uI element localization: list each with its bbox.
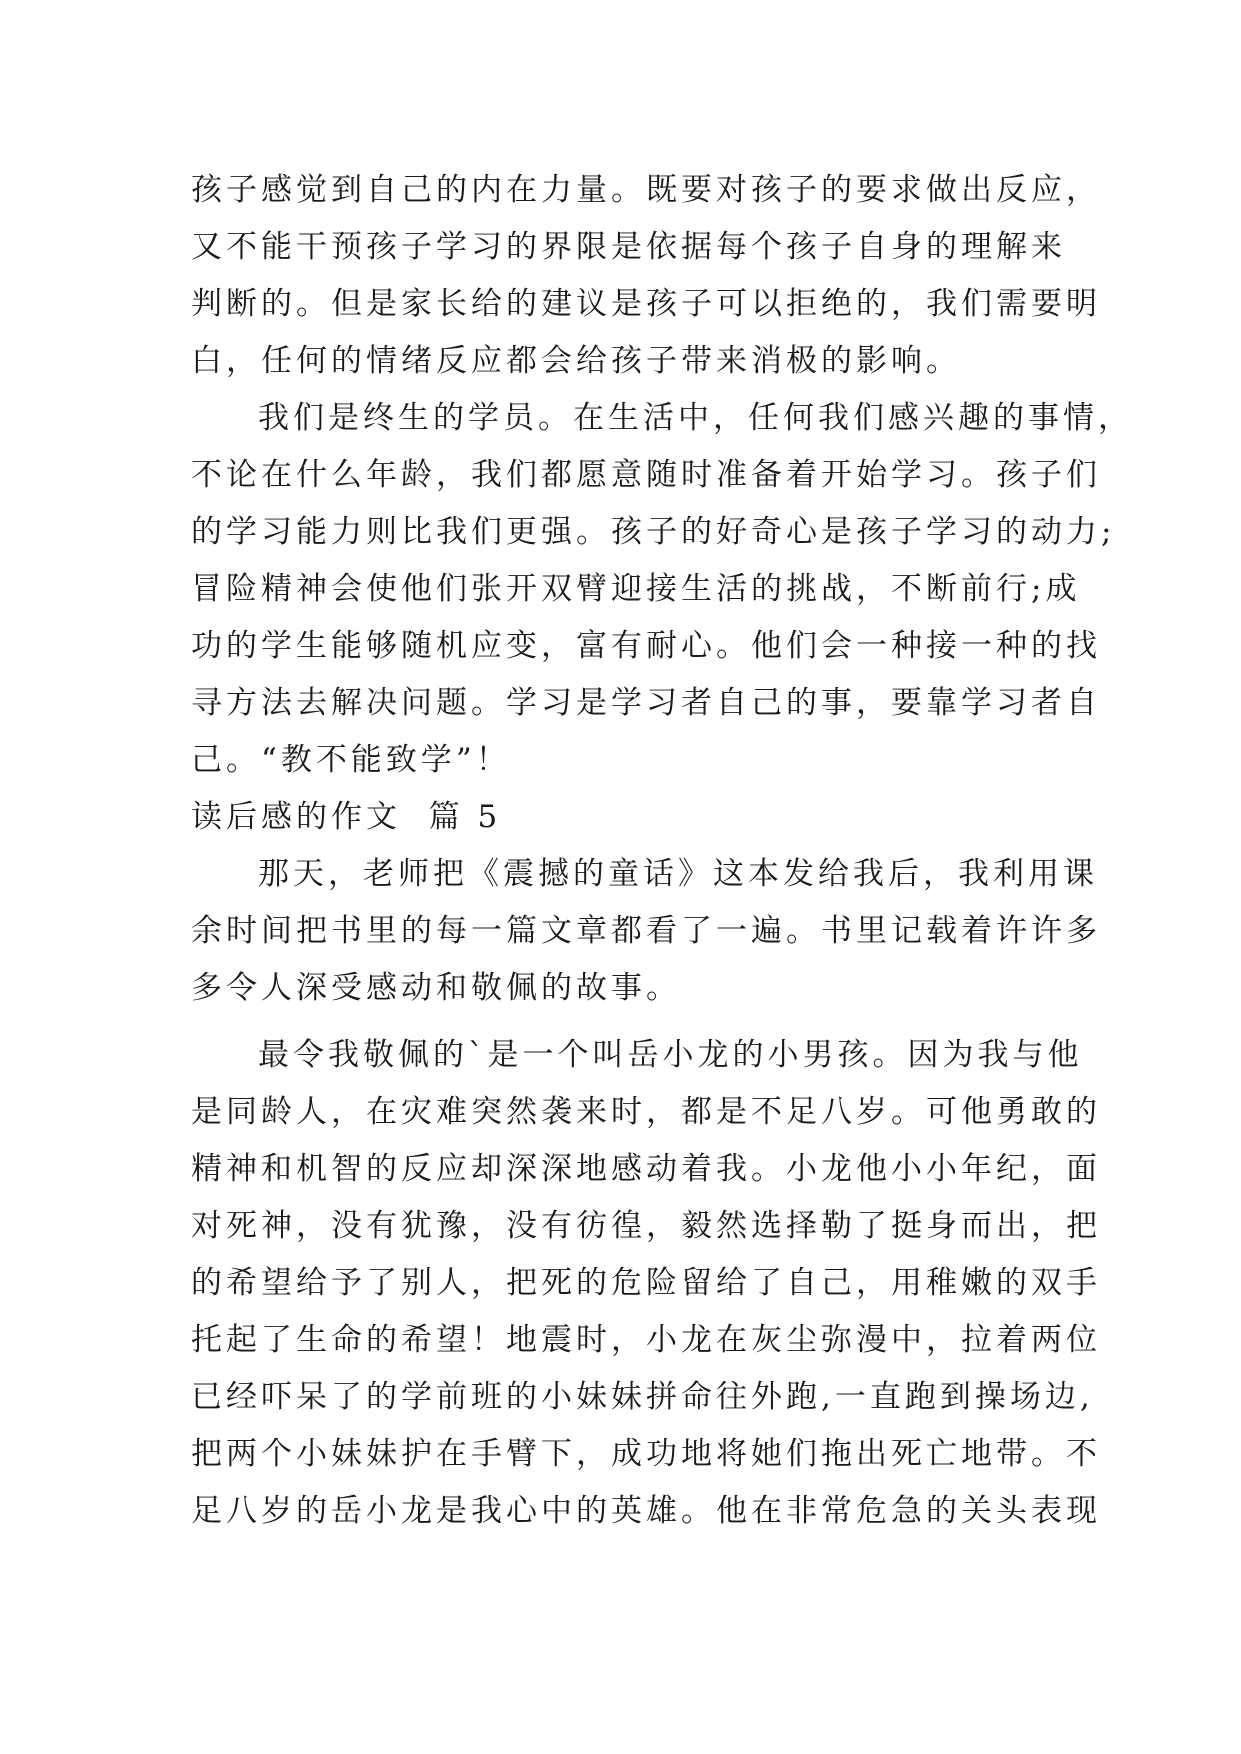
section-heading: 读后感的作文 篇 5 [191,799,502,835]
text-line: 冒险精神会使他们张开双臂迎接生活的挑战，不断前行;成 [191,571,1081,607]
text-line: 白，任何的情绪反应都会给孩子带来消极的影响。 [191,343,961,379]
text-line: 我们是终生的学员。在生活中，任何我们感兴趣的事情， [258,400,1133,436]
text-line: 功的学生能够随机应变，富有耐心。他们会一种接一种的找 [191,628,1101,664]
document-body [191,162,1133,1540]
text-line: 的学习能力则比我们更强。孩子的好奇心是孩子学习的动力; [191,514,1116,550]
text-line: 寻方法去解决问题。学习是学习者自己的事，要靠学习者自 [191,685,1101,721]
text-line: 已经吓呆了的学前班的小妹妹拼命往外跑,一直跑到操场边, [191,1379,1094,1415]
paragraph-3 [191,846,1101,1017]
text-line: 又不能干预孩子学习的界限是依据每个孩子自身的理解来 [191,229,1066,265]
text-line: 那天，老师把《震撼的童话》这本发给我后，我利用课 [258,856,1098,892]
text-line: 最令我敬佩的`是一个叫岳小龙的小男孩。因为我与他 [258,1037,1083,1073]
text-line: 余时间把书里的每一篇文章都看了一遍。书里记载着许许多 [191,913,1101,949]
text-line: 托起了生命的希望！地震时，小龙在灰尘弥漫中，拉着两位 [191,1322,1101,1358]
text-line: 的希望给予了别人，把死的危险留给了自己，用稚嫩的双手 [191,1265,1101,1301]
text-line: 是同龄人，在灾难突然袭来时，都是不足八岁。可他勇敢的 [191,1094,1101,1130]
paragraph-1 [191,162,1101,390]
text-line: 对死神，没有犹豫，没有彷徨，毅然选择勒了挺身而出，把 [191,1208,1101,1244]
text-line: 足八岁的岳小龙是我心中的英雄。他在非常危急的关头表现 [191,1493,1101,1529]
paragraph-4 [191,1027,1101,1540]
text-line: 孩子感觉到自己的内在力量。既要对孩子的要求做出反应， [191,172,1101,208]
text-line: 精神和机智的反应却深深地感动着我。小龙他小小年纪，面 [191,1151,1101,1187]
text-line: 多令人深受感动和敬佩的故事。 [191,970,681,1006]
text-line: 把两个小妹妹护在手臂下，成功地将她们拖出死亡地带。不 [191,1436,1101,1472]
text-line: 判断的。但是家长给的建议是孩子可以拒绝的，我们需要明 [191,286,1101,322]
text-line: 己。“教不能致学”！ [191,742,511,778]
text-line: 不论在什么年龄，我们都愿意随时准备着开始学习。孩子们 [191,457,1101,493]
paragraph-2 [191,390,1133,789]
